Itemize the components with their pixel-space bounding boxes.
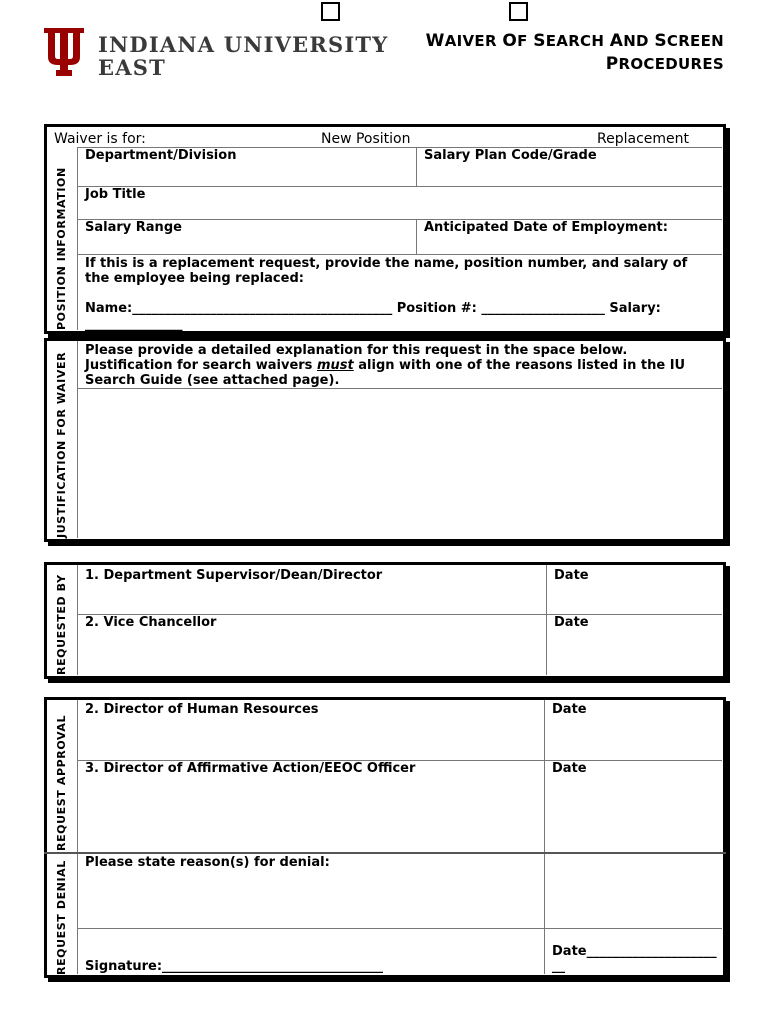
- checkbox-1[interactable]: [321, 2, 340, 21]
- waiver-for-label: Waiver is for:: [54, 131, 146, 147]
- grid-line: [77, 928, 722, 929]
- grid-line: [416, 219, 417, 254]
- justification-instructions: Please provide a detailed explanation for this request in the space below. Justification for search waivers must align with one of the reasons listed in the IU Search Guide (see attached page).: [85, 343, 686, 388]
- grid-line: [77, 147, 78, 330]
- name-position-salary-line[interactable]: Name:________________________________________ Position #: ___________________ Salary:: [85, 301, 661, 316]
- dept-supervisor-date[interactable]: Date: [554, 568, 589, 583]
- grid-line: [546, 565, 547, 675]
- salary-line[interactable]: _______________: [85, 317, 183, 332]
- denial-date-tail: __: [552, 959, 565, 974]
- request-approval-side-label: REQUEST APPROVAL: [55, 714, 68, 851]
- position-information-side-label: POSITION INFORMATION: [55, 167, 68, 330]
- salary-plan-field[interactable]: Salary Plan Code/Grade: [424, 148, 597, 163]
- request-denial-side-label: REQUEST DENIAL: [55, 860, 68, 975]
- form-title-line2: PROCEDURES: [605, 54, 724, 74]
- job-title-field[interactable]: Job Title: [85, 187, 146, 202]
- hr-director-date[interactable]: Date: [552, 702, 587, 717]
- justification-side-label: JUSTIFICATION FOR WAIVER: [55, 351, 68, 538]
- grid-line: [77, 186, 722, 187]
- logo-line1: INDIANA UNIVERSITY: [98, 32, 389, 57]
- hr-director-signature[interactable]: 2. Director of Human Resources: [85, 702, 319, 717]
- denial-signature-line[interactable]: Signature:__________________________________: [85, 959, 384, 974]
- checkbox-2[interactable]: [509, 2, 528, 21]
- affirmative-action-signature[interactable]: 3. Director of Affirmative Action/EEOC Officer: [85, 761, 416, 776]
- grid-line: [77, 565, 78, 675]
- affirmative-action-date[interactable]: Date: [552, 761, 587, 776]
- department-division-field[interactable]: Department/Division: [85, 148, 237, 163]
- requested-by-side-label: REQUESTED BY: [55, 574, 68, 675]
- grid-line: [77, 700, 78, 974]
- denial-date-line[interactable]: Date____________________: [552, 944, 717, 959]
- logo-line2: EAST: [98, 55, 166, 80]
- vice-chancellor-signature[interactable]: 2. Vice Chancellor: [85, 615, 217, 630]
- justification-text-area[interactable]: [78, 389, 721, 537]
- denial-reason-field[interactable]: Please state reason(s) for denial:: [85, 855, 330, 870]
- replacement-note: If this is a replacement request, provide the name, position number, and salary of the employee being replaced:: [85, 256, 688, 286]
- grid-line: [416, 147, 417, 186]
- approval-denial-section: [44, 697, 726, 978]
- grid-line: [77, 254, 722, 255]
- vice-chancellor-date[interactable]: Date: [554, 615, 589, 630]
- iu-trident-logo-icon: [44, 28, 84, 76]
- salary-range-field[interactable]: Salary Range: [85, 220, 182, 235]
- new-position-option[interactable]: New Position: [321, 131, 411, 147]
- dept-supervisor-signature[interactable]: 1. Department Supervisor/Dean/Director: [85, 568, 383, 583]
- form-title-line1: WAIVER OF SEARCH AND SCREEN: [425, 31, 724, 51]
- replacement-option[interactable]: Replacement: [597, 131, 689, 147]
- section-divider: [44, 852, 726, 854]
- grid-line: [544, 700, 545, 974]
- anticipated-date-field[interactable]: Anticipated Date of Employment:: [424, 220, 668, 235]
- must-emphasis: must: [316, 358, 354, 373]
